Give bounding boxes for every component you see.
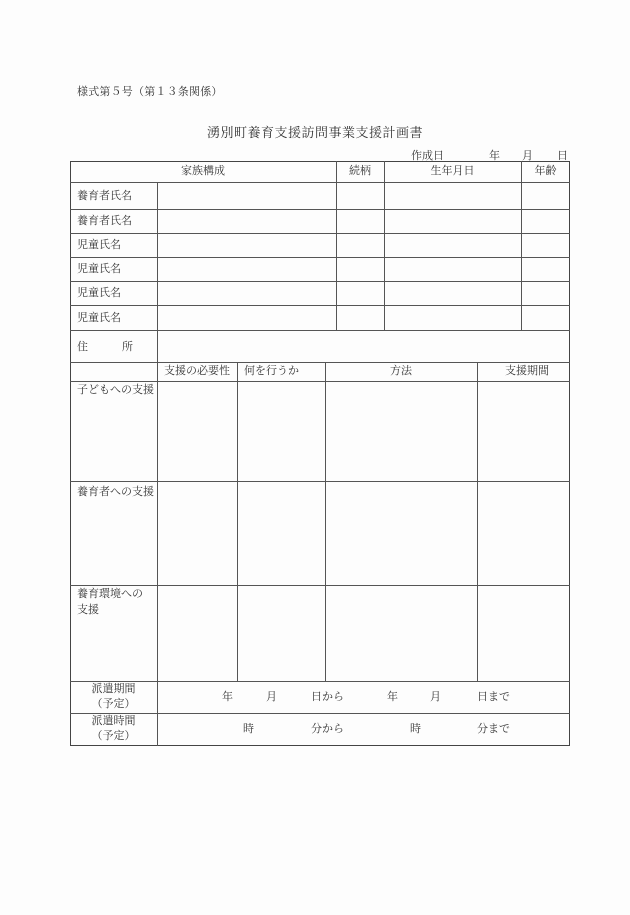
dispatch-period-label-line2: （予定） [91,697,136,710]
header-method: 方法 [390,364,412,377]
caregiver-support-period-field[interactable] [478,482,569,585]
address-label-right: 所 [122,340,133,353]
dispatch-time-from-minute: 分から [311,722,344,735]
child-support-period-field[interactable] [478,382,569,481]
caregiver-support-necessity-field[interactable] [158,482,237,585]
document-title: 湧別町養育支援訪問事業支援計画書 [206,126,423,141]
dispatch-period-field[interactable] [158,682,569,713]
row-divider [70,362,570,363]
caregiver-1-relation-field[interactable] [337,183,384,209]
row-label-child-4: 児童氏名 [77,311,121,324]
child-4-relation-field[interactable] [337,306,384,330]
caregiver-2-age-field[interactable] [522,210,569,233]
caregiver-support-method-field[interactable] [326,482,477,585]
dispatch-period-to-year: 年 [387,690,398,703]
environment-support-method-field[interactable] [326,586,477,681]
dispatch-time-field[interactable] [158,714,569,745]
created-date-month: 月 [522,149,533,162]
dispatch-period-label-line1: 派遣期間 [91,682,136,695]
row-label-environment-support-line1: 養育環境への [77,587,143,600]
child-1-age-field[interactable] [522,234,569,257]
child-support-necessity-field[interactable] [158,382,237,481]
caregiver-support-what-field[interactable] [238,482,325,585]
child-2-relation-field[interactable] [337,258,384,281]
dispatch-period-to-month: 月 [430,690,441,703]
header-necessity: 支援の必要性 [164,364,230,377]
environment-support-what-field[interactable] [238,586,325,681]
child-4-age-field[interactable] [522,306,569,330]
created-date [410,147,570,161]
row-label-caregiver-support: 養育者への支援 [77,485,154,498]
dispatch-period-from-month: 月 [266,690,277,703]
created-date-year: 年 [489,149,500,162]
dispatch-time-from-hour: 時 [243,722,254,735]
row-label-child-1: 児童氏名 [77,238,121,251]
caregiver-2-relation-field[interactable] [337,210,384,233]
caregiver-1-birthdate-field[interactable] [385,183,521,209]
child-support-what-field[interactable] [238,382,325,481]
child-3-birthdate-field[interactable] [385,282,521,305]
created-date-label: 作成日 [411,149,444,162]
dispatch-time-label-line1: 派遣時間 [91,714,136,727]
caregiver-2-name-field[interactable] [158,210,336,233]
environment-support-period-field[interactable] [478,586,569,681]
form-number: 様式第５号（第１３条関係） [77,85,223,98]
row-label-child-2: 児童氏名 [77,262,121,275]
row-label-child-support: 子どもへの支援 [77,383,154,396]
child-2-birthdate-field[interactable] [385,258,521,281]
dispatch-period-from-year: 年 [222,690,233,703]
row-label-child-3: 児童氏名 [77,286,121,299]
caregiver-2-birthdate-field[interactable] [385,210,521,233]
header-age: 年齢 [534,164,557,177]
child-2-age-field[interactable] [522,258,569,281]
dispatch-period-from-day: 日から [311,690,344,703]
header-period: 支援期間 [505,364,549,377]
child-3-age-field[interactable] [522,282,569,305]
dispatch-time-to-hour: 時 [410,722,421,735]
dispatch-time-to-minute: 分まで [477,722,510,735]
child-2-name-field[interactable] [158,258,336,281]
created-date-day: 日 [557,149,568,162]
header-what: 何を行うか [244,364,299,377]
row-label-caregiver-2: 養育者氏名 [77,214,132,227]
caregiver-1-name-field[interactable] [158,183,336,209]
child-1-birthdate-field[interactable] [385,234,521,257]
dispatch-time-label-line2: （予定） [91,729,136,742]
child-4-birthdate-field[interactable] [385,306,521,330]
row-label-caregiver-1: 養育者氏名 [77,189,132,202]
child-1-name-field[interactable] [158,234,336,257]
row-label-environment-support-line2: 支援 [77,603,99,616]
child-support-method-field[interactable] [326,382,477,481]
address-label-left: 住 [77,340,88,353]
dispatch-period-to-day: 日まで [477,690,510,703]
child-4-name-field[interactable] [158,306,336,330]
header-family: 家族構成 [181,164,225,177]
environment-support-necessity-field[interactable] [158,586,237,681]
header-relation: 続柄 [349,164,371,177]
header-birthdate: 生年月日 [430,164,475,177]
child-3-name-field[interactable] [158,282,336,305]
child-3-relation-field[interactable] [337,282,384,305]
address-field[interactable] [158,331,569,362]
child-1-relation-field[interactable] [337,234,384,257]
caregiver-1-age-field[interactable] [522,183,569,209]
